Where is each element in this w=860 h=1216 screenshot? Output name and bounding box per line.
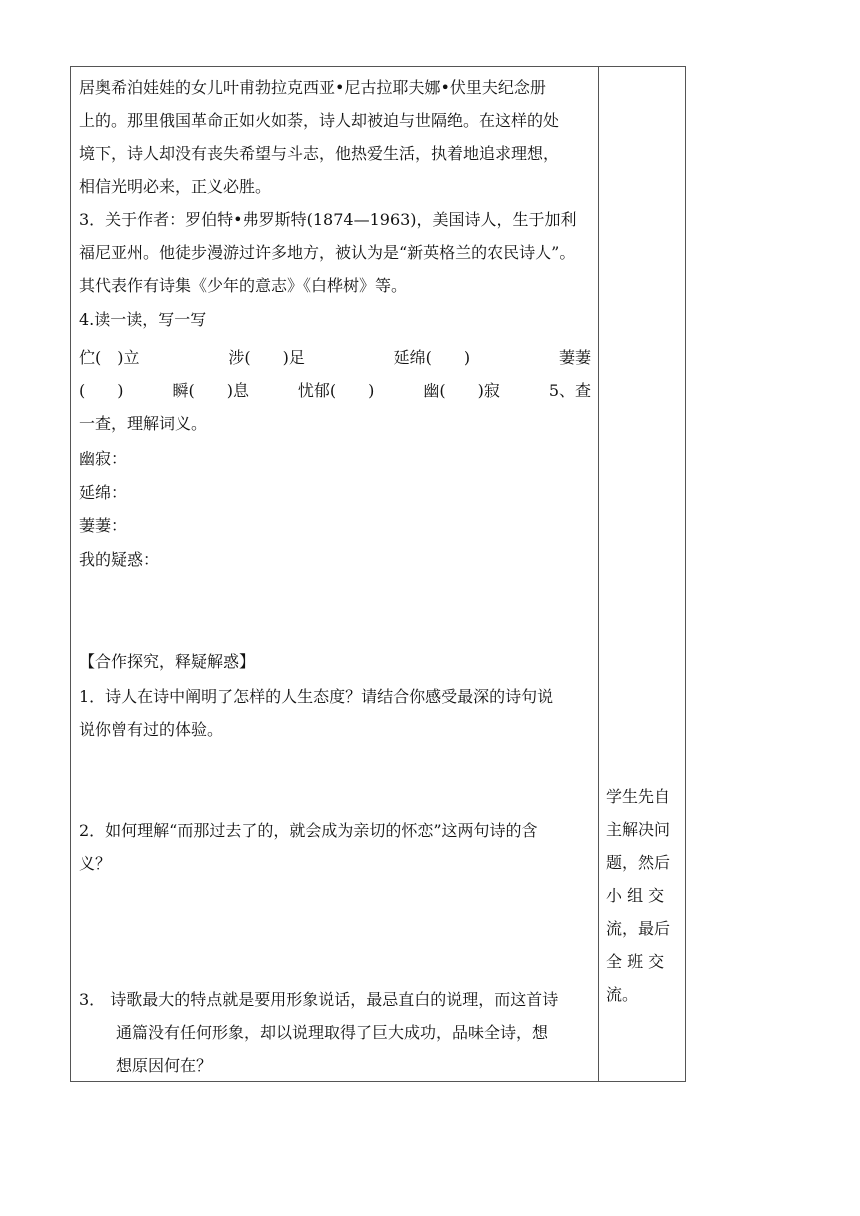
vocab-item: 延绵( ) bbox=[393, 348, 471, 367]
question-2 bbox=[79, 814, 591, 880]
note-line: 学生先自 bbox=[606, 787, 671, 806]
question-line: 想原因何在？ bbox=[116, 1056, 213, 1075]
vocab-row bbox=[79, 341, 591, 374]
note-line: 流。 bbox=[606, 985, 639, 1004]
section-title: 【合作探究，释疑解惑】 bbox=[79, 652, 256, 671]
intro-line: 居奥希泊娃娃的女儿叶甫勃拉克西亚•尼古拉耶夫娜•伏里夫纪念册 bbox=[79, 78, 546, 97]
vocab-item: 涉( )足 bbox=[228, 348, 305, 367]
question-line: 通篇没有任何形象，却以说理取得了巨大成功，品味全诗，想 bbox=[116, 1023, 549, 1042]
read-write-title: 4.读一读，写一写 bbox=[79, 310, 207, 329]
vocab-item: 忧郁( ) bbox=[297, 381, 375, 400]
note-line: 全 班 交 bbox=[606, 952, 665, 971]
author-line: 3．关于作者：罗伯特•弗罗斯特(1874—1963)，美国诗人，生于加利 bbox=[79, 210, 577, 229]
doubt-label: 我的疑惑： bbox=[79, 550, 160, 569]
question-line: 1．诗人在诗中阐明了怎样的人生态度？请结合你感受最深的诗句说 bbox=[79, 687, 554, 706]
author-line: 福尼亚州。他徒步漫游过许多地方，被认为是“新英格兰的农民诗人”。 bbox=[79, 243, 576, 262]
column-divider bbox=[598, 67, 599, 1081]
vocab-item: 伫( )立 bbox=[79, 348, 140, 367]
note-line: 小 组 交 bbox=[606, 886, 665, 905]
vocab-item: 幽( )寂 bbox=[423, 381, 500, 400]
term-label: 幽寂： bbox=[79, 449, 128, 468]
vocab-item: 萋萋 bbox=[558, 348, 591, 367]
question-line: 2．如何理解“而那过去了的，就会成为亲切的怀恋”这两句诗的含 bbox=[79, 821, 538, 840]
question-1 bbox=[79, 680, 591, 746]
term-label: 萋萋： bbox=[79, 516, 128, 535]
vocab-item: 5、查 bbox=[548, 381, 591, 400]
teacher-note bbox=[606, 780, 678, 1011]
term-label: 延绵： bbox=[79, 483, 128, 502]
vocab-item: ( ) bbox=[79, 381, 124, 400]
note-line: 题，然后 bbox=[606, 853, 671, 872]
question-line: 义？ bbox=[79, 854, 112, 873]
intro-line: 境下，诗人却没有丧失希望与斗志，他热爱生活，执着地追求理想， bbox=[79, 144, 560, 163]
intro-line: 相信光明必来，正义必胜。 bbox=[79, 177, 272, 196]
question-line: 说你曾有过的体验。 bbox=[79, 720, 224, 739]
worksheet-table bbox=[70, 66, 686, 1082]
note-line: 主解决问 bbox=[606, 820, 671, 839]
lookup-line: 一查，理解词义。 bbox=[79, 414, 208, 433]
author-line: 其代表作有诗集《少年的意志》《白桦树》等。 bbox=[79, 276, 408, 295]
question-3 bbox=[79, 983, 591, 1082]
intro-line: 上的。那里俄国革命正如火如荼，诗人却被迫与世隔绝。在这样的处 bbox=[79, 111, 560, 130]
author-paragraph bbox=[79, 203, 591, 302]
intro-paragraph bbox=[79, 71, 591, 203]
note-line: 流，最后 bbox=[606, 919, 671, 938]
vocab-item: 瞬( )息 bbox=[172, 381, 249, 400]
question-line: 3． 诗歌最大的特点就是要用形象说话，最忌直白的说理，而这首诗 bbox=[79, 990, 559, 1009]
vocab-row bbox=[79, 374, 591, 407]
